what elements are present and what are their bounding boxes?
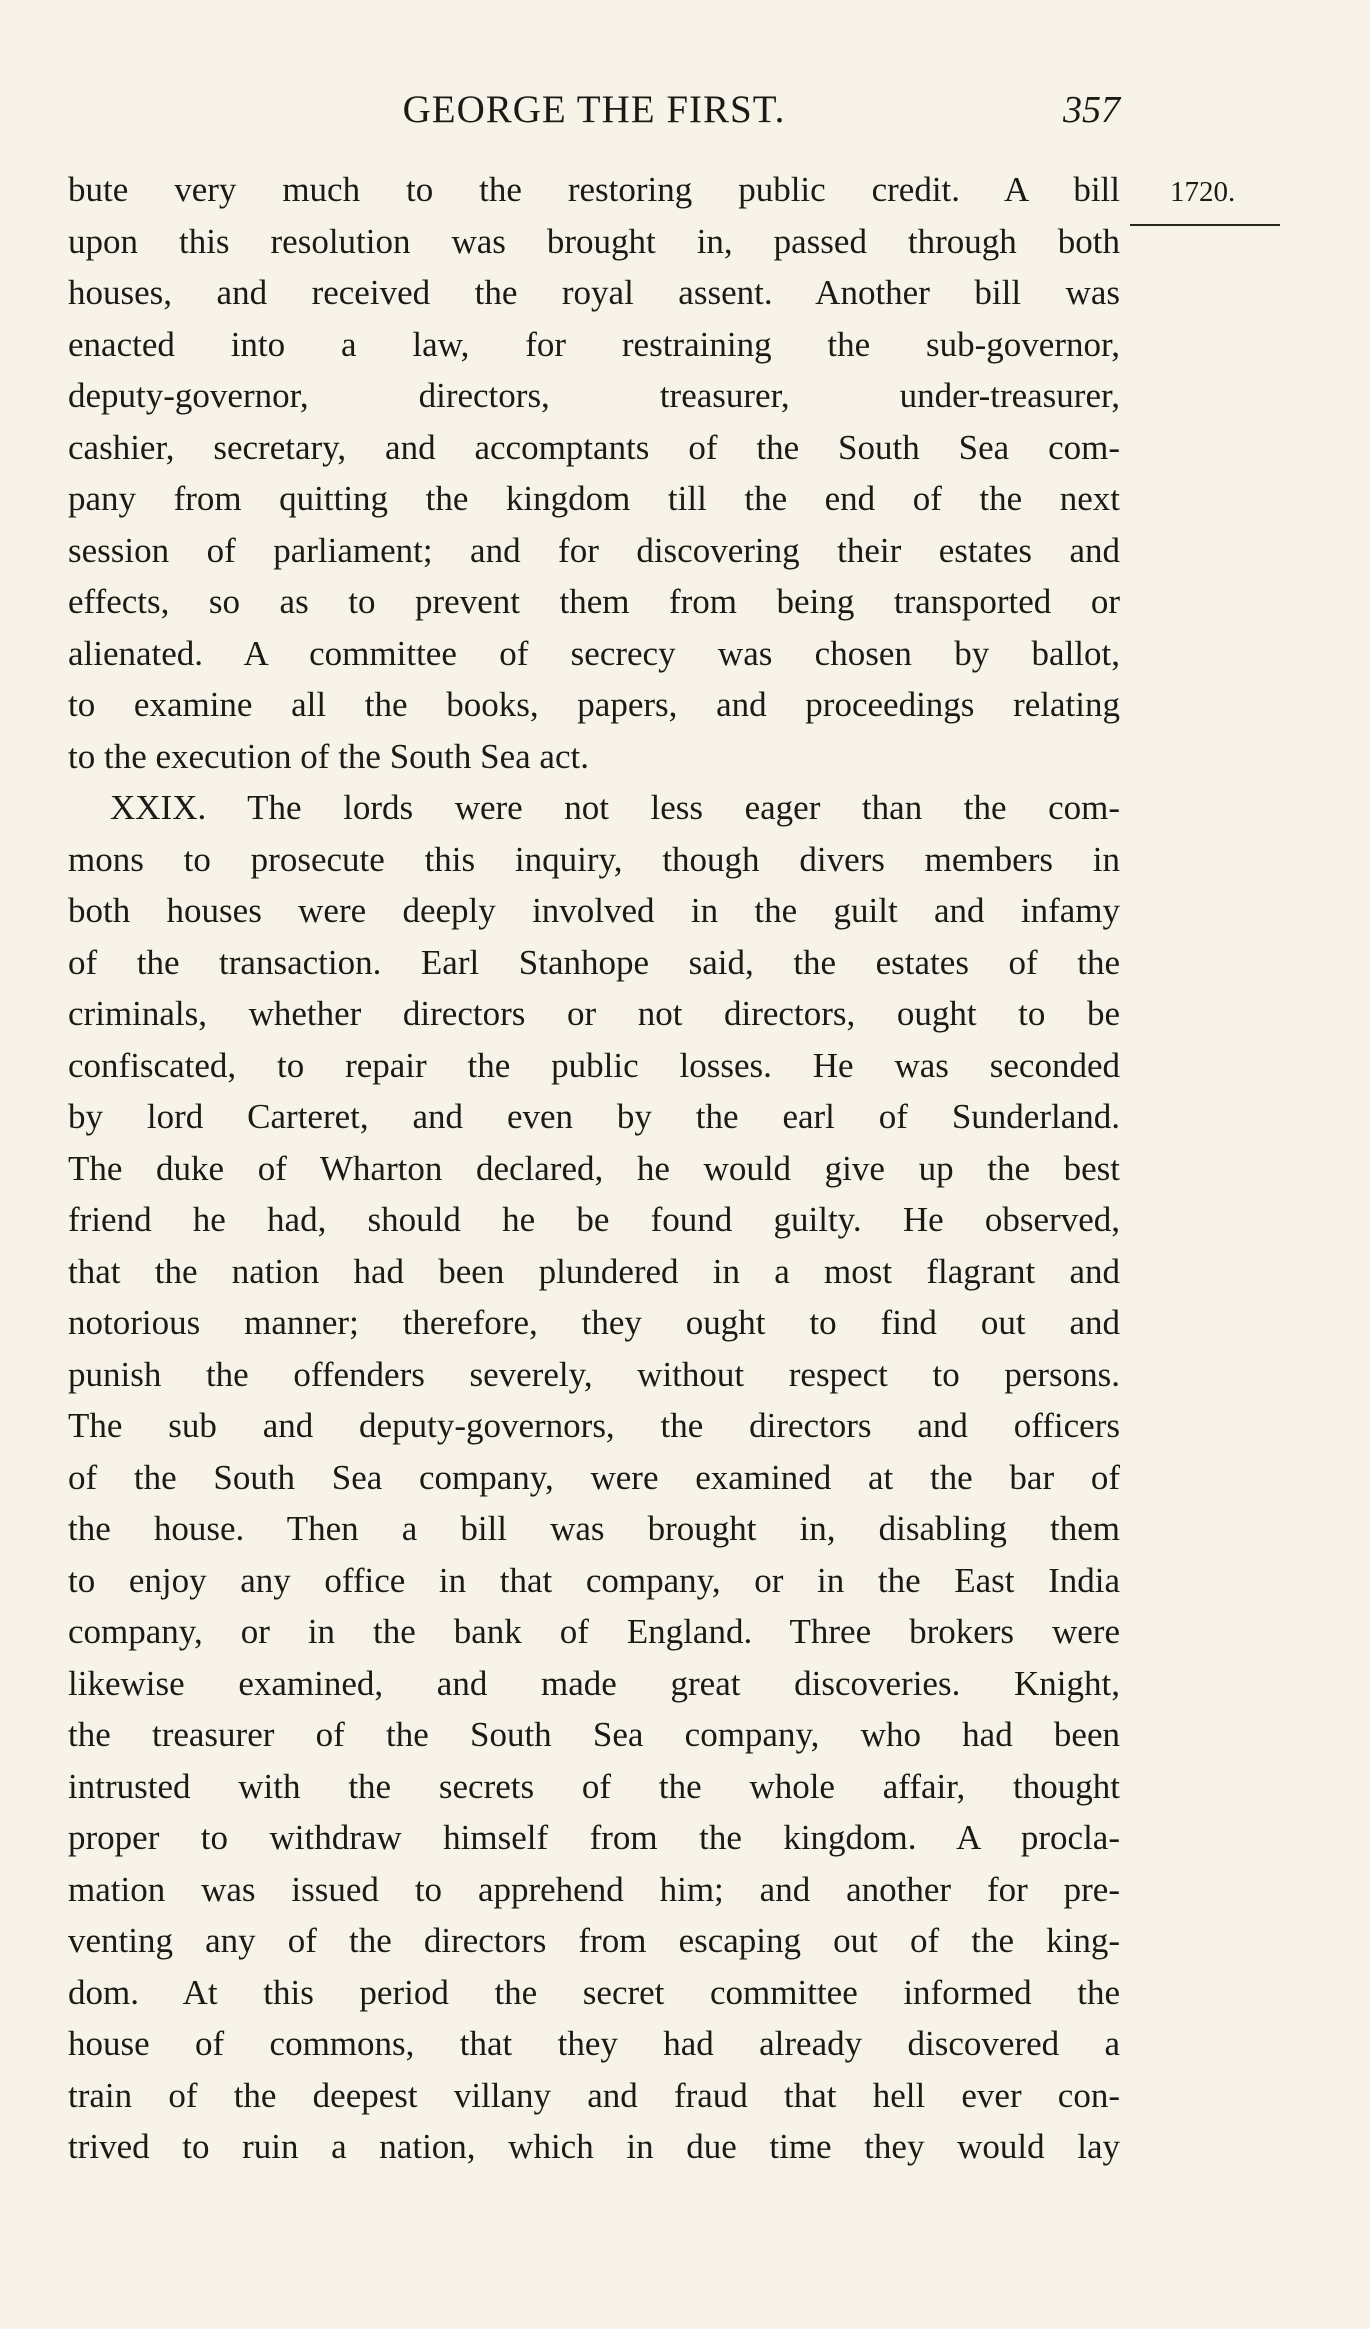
- text-line: deputy-governor, directors, treasurer, under-treasurer,: [68, 376, 1120, 415]
- page-number: 357: [1063, 89, 1120, 131]
- paragraph-2: [68, 782, 1120, 2173]
- text-line: house of commons, that they had already discovered a: [68, 2024, 1120, 2063]
- text-line: enacted into a law, for restraining the sub-governor,: [68, 324, 1120, 364]
- text-line: notorious manner; therefore, they ought to find out and: [68, 1303, 1120, 1342]
- text-line: likewise examined, and made great discoveries. Knight,: [68, 1663, 1120, 1703]
- text-line: the house. Then a bill was brought in, disabling them: [68, 1509, 1120, 1548]
- text-line: company, or in the bank of England. Three brokers were: [68, 1612, 1120, 1651]
- text-line: proper to withdraw himself from the kingdom. A procla-: [68, 1818, 1120, 1857]
- running-head: [68, 82, 1120, 138]
- text-line: trived to ruin a nation, which in due time they would lay: [68, 2127, 1120, 2166]
- text-line: mation was issued to apprehend him; and another for pre-: [68, 1869, 1120, 1909]
- text-line: bute very much to the restoring public credit. A bill: [68, 170, 1120, 209]
- text-line: session of parliament; and for discovering their estates and: [68, 530, 1120, 570]
- text-line: both houses were deeply involved in the guilt and infamy: [68, 891, 1120, 930]
- text-line: the treasurer of the South Sea company, who had been: [68, 1715, 1120, 1754]
- text-line: train of the deepest villany and fraud that hell ever con-: [68, 2075, 1120, 2115]
- text-line: criminals, whether directors or not directors, ought to be: [68, 994, 1120, 1033]
- text-line: to the execution of the South Sea act.: [68, 736, 589, 776]
- text-line: The sub and deputy-governors, the directors and officers: [68, 1406, 1120, 1445]
- text-line: to examine all the books, papers, and proceedings relating: [68, 685, 1120, 724]
- text-line: upon this resolution was brought in, passed through both: [68, 221, 1120, 261]
- text-line: houses, and received the royal assent. Another bill was: [68, 273, 1120, 312]
- margin-year: 1720.: [1170, 176, 1236, 208]
- margin-rule: [1130, 224, 1280, 226]
- body-text: [68, 164, 1120, 2173]
- text-line: to enjoy any office in that company, or in the East India: [68, 1560, 1120, 1600]
- text-line: mons to prosecute this inquiry, though divers members in: [68, 839, 1120, 879]
- text-line: pany from quitting the kingdom till the end of the next: [68, 479, 1120, 518]
- text-line: dom. At this period the secret committee informed the: [68, 1972, 1120, 2012]
- text-line: cashier, secretary, and accomptants of the South Sea com-: [68, 427, 1120, 467]
- text-line: friend he had, should he be found guilty. He observed,: [68, 1200, 1120, 1239]
- text-line: effects, so as to prevent them from being transported or: [68, 582, 1120, 621]
- text-line: confiscated, to repair the public losses. He was seconded: [68, 1045, 1120, 1085]
- text-line: The duke of Wharton declared, he would give up the best: [68, 1148, 1120, 1188]
- text-line: venting any of the directors from escaping out of the king-: [68, 1921, 1120, 1960]
- text-line: punish the offenders severely, without respect to persons.: [68, 1354, 1120, 1394]
- text-line: that the nation had been plundered in a most flagrant and: [68, 1251, 1120, 1291]
- running-title: GEORGE THE FIRST.: [402, 88, 786, 131]
- text-line: of the South Sea company, were examined at the bar of: [68, 1457, 1120, 1497]
- text-line: alienated. A committee of secrecy was chosen by ballot,: [68, 633, 1120, 673]
- text-line: intrusted with the secrets of the whole affair, thought: [68, 1766, 1120, 1806]
- paragraph-1: [68, 164, 1120, 782]
- text-line: XXIX. The lords were not less eager than the com-: [110, 788, 1120, 827]
- text-line: by lord Carteret, and even by the earl of Sunderland.: [68, 1097, 1120, 1136]
- text-line: of the transaction. Earl Stanhope said, the estates of the: [68, 942, 1120, 982]
